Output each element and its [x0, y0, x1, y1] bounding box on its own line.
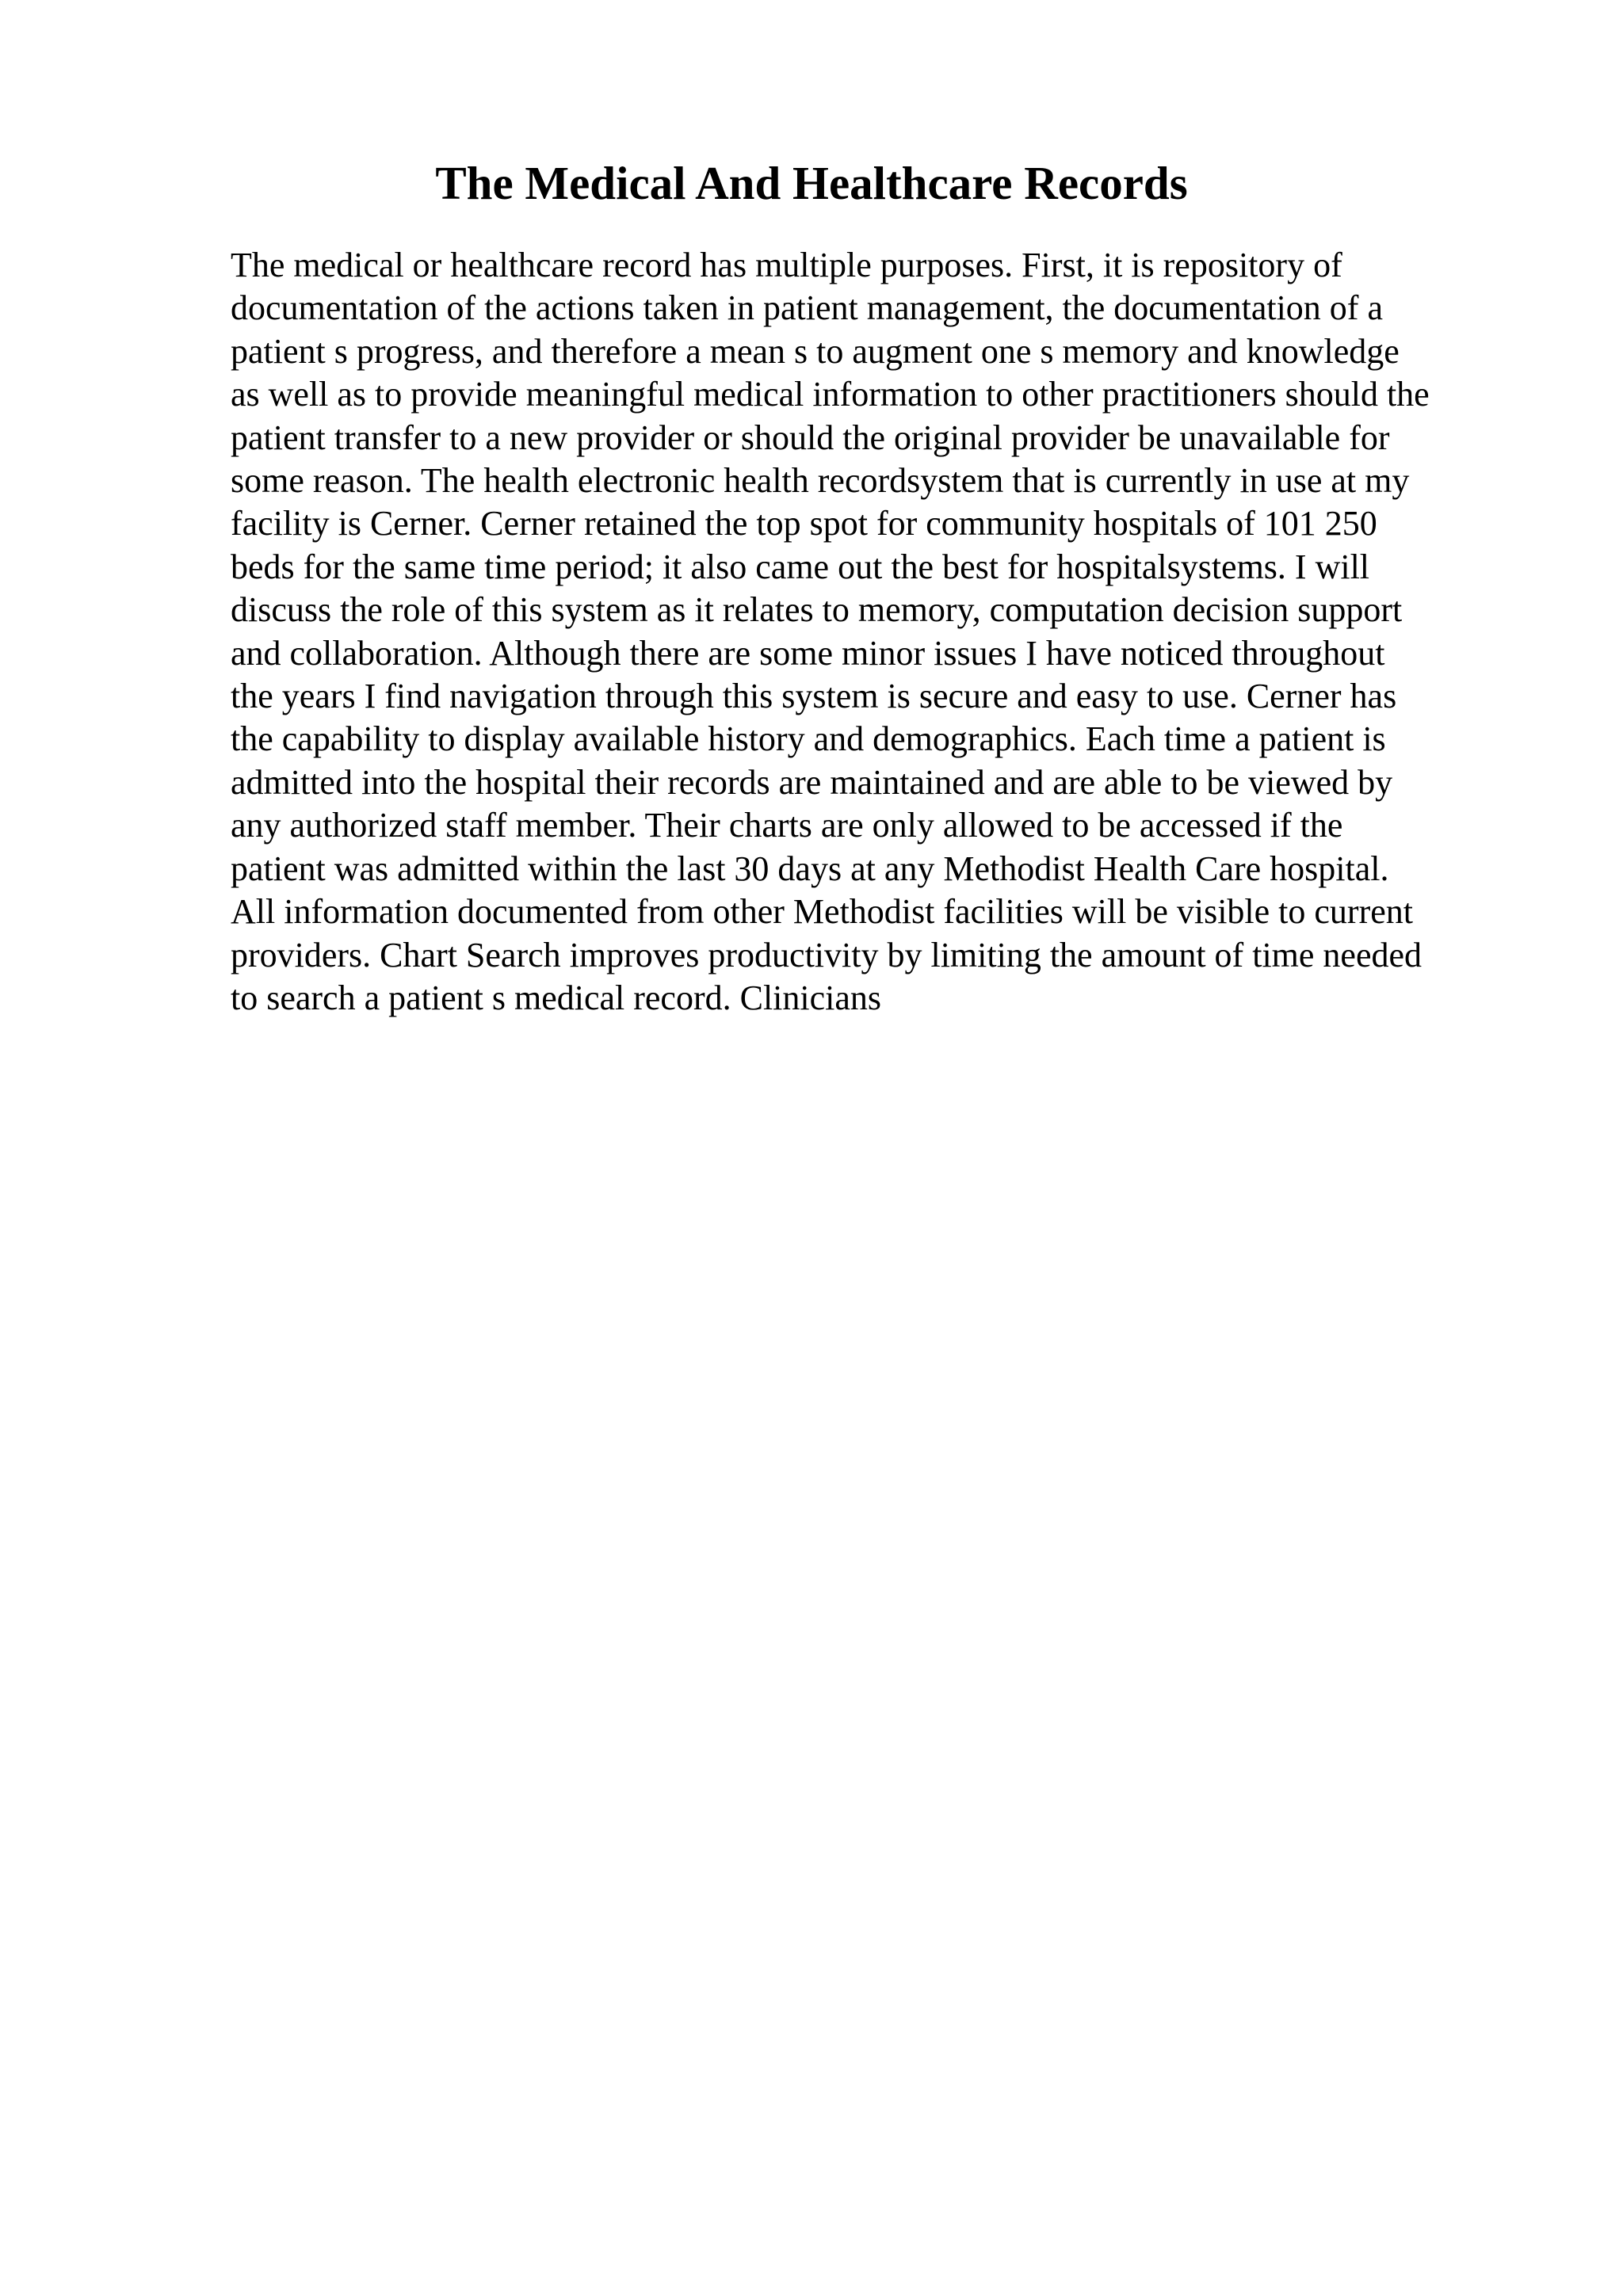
- paragraph-line: providers. Chart Search improves productivity by limiting the amount of time needed: [231, 935, 1423, 974]
- paragraph-line: to search a patient s medical record. Clinicians: [231, 978, 882, 1017]
- paragraph-line: patient transfer to a new provider or should the original provider be unavailable for: [231, 418, 1390, 457]
- paragraph-line: The medical or healthcare record has multiple purposes. First, it is repository of: [231, 246, 1342, 284]
- paragraph-line: the years I find navigation through this system is secure and easy to use. Cerner has: [231, 677, 1397, 716]
- paragraph-line: beds for the same time period; it also came out the best for hospitalsystems. I will: [231, 547, 1370, 586]
- paragraph-line: facility is Cerner. Cerner retained the top spot for community hospitals of 101 250: [231, 504, 1377, 543]
- paragraph-line: and collaboration. Although there are some minor issues I have noticed throughout: [231, 633, 1385, 673]
- body-paragraph: [231, 244, 1514, 1020]
- paragraph-line: All information documented from other Methodist facilities will be visible to current: [231, 892, 1413, 932]
- document-title: The Medical And Healthcare Records: [435, 157, 1188, 209]
- paragraph-line: patient s progress, and therefore a mean s to augment one s memory and knowledge: [231, 331, 1400, 371]
- paragraph-line: some reason. The health electronic health recordsystem that is currently in use at my: [231, 461, 1410, 501]
- paragraph-line: admitted into the hospital their records are maintained and are able to be viewed by: [231, 762, 1393, 802]
- paragraph-line: any authorized staff member. Their charts are only allowed to be accessed if the: [231, 806, 1343, 845]
- paragraph-line: the capability to display available history and demographics. Each time a patient is: [231, 719, 1386, 759]
- paragraph-line: patient was admitted within the last 30 days at any Methodist Health Care hospital.: [231, 849, 1389, 888]
- paragraph-line: discuss the role of this system as it relates to memory, computation decision support: [231, 590, 1403, 630]
- paragraph-line: documentation of the actions taken in patient management, the documentation of a: [231, 288, 1383, 328]
- paragraph-line: as well as to provide meaningful medical information to other practitioners should the: [231, 375, 1430, 414]
